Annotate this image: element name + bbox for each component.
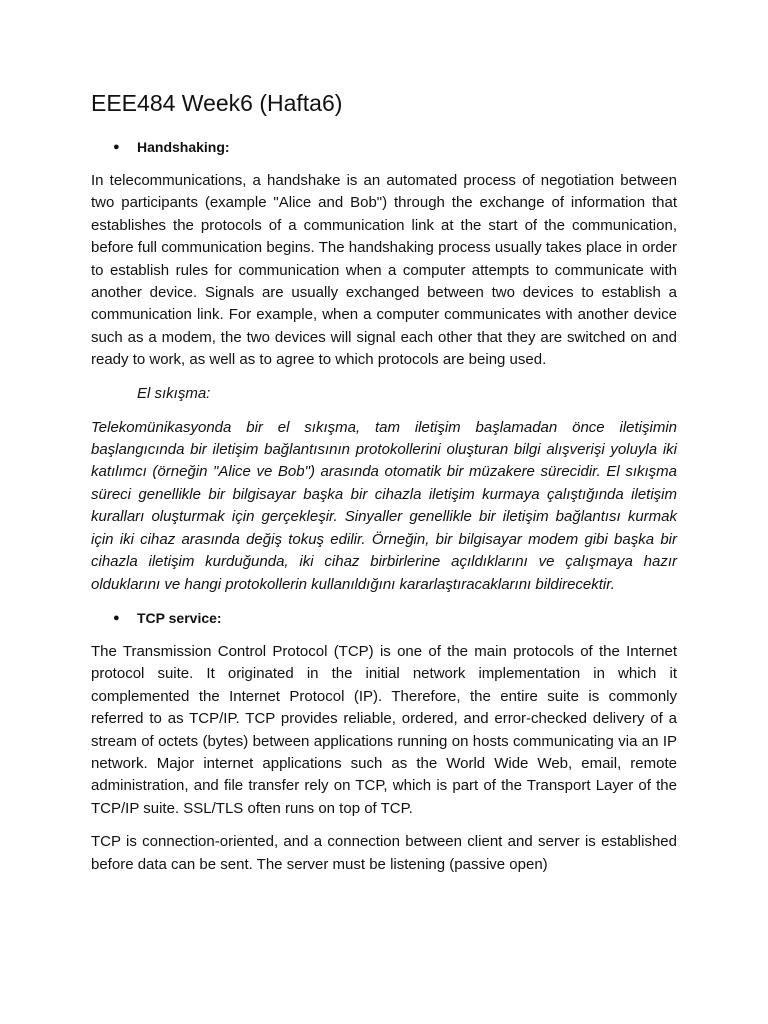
bullet-icon: ● bbox=[113, 141, 120, 153]
section-heading-tcp bbox=[91, 607, 677, 629]
section-heading-handshaking bbox=[91, 136, 677, 158]
bullet-icon: ● bbox=[113, 611, 120, 624]
document-title: EEE484 Week6 (Hafta6) bbox=[91, 90, 343, 116]
paragraph-handshake-en: In telecommunications, a handshake is an automated process of negotiation between two participants (example "Alice and Bob") through the exchange of information that establishes the protocols of a communication link at the start of the communication, before full communication begins. The handshaking process usually takes place in order to establish rules for communication when a computer attempts to communicate with another device. Signals are usually exchanged between two devices to establish a communication link. For example, when a computer communicates with another device such as a modem, the two devices will signal each other that they are switched on and ready to work, as well as to agree to which protocols are being used. bbox=[91, 172, 677, 369]
paragraph-tcp-1: The Transmission Control Protocol (TCP) is one of the main protocols of the Internet protocol suite. It originated in the initial network implementation in which it complemented the Internet Protocol (IP). Therefore, the entire suite is commonly referred to as TCP/IP. TCP provides reliable, ordered, and error-checked delivery of a stream of octets (bytes) between applications running on hosts communicating via an IP network. Major internet applications such as the World Wide Web, email, remote administration, and file transfer rely on TCP, which is part of the Transport Layer of the TCP/IP suite. SSL/TLS often runs on top of TCP. bbox=[91, 642, 677, 817]
section-heading-label: Handshaking: bbox=[137, 139, 230, 155]
document-body bbox=[91, 86, 677, 887]
section-heading-label: TCP service: bbox=[137, 609, 222, 626]
paragraph-handshake-tr: Telekomünikasyonda bir el sıkışma, tam iletişim başlamadan önce iletişimin başlangıcında bir iletişim bağlantısının protokollerini oluşturan bilgi alışverişi yoluyla iki katılımcı (örneğin "Alice ve Bob") arasında otomatik bir müzakere sürecidir. El sıkışma süreci genellikle bir bilgisayar başka bir cihazla iletişim kurmaya çalıştığında iletişim kuralları oluşturmak için gerçekleşir. Sinyaller genellikle bir iletişim bağlantısı kurmak için iki cihaz arasında değiş tokuş edilir. Örneğin, bir bilgisayar modem gibi başka bir cihazla iletişim kurduğunda, iki cihaz birbirlerine açıldıklarını ve çalışmaya hazır olduklarını ve hangi protokollerin kullanıldığını kararlaştıracaklarını bildirecektir. bbox=[91, 418, 677, 593]
subheading-el-sikisma: El sıkışma: bbox=[137, 384, 211, 402]
paragraph-tcp-2: TCP is connection-oriented, and a connection between client and server is established before data can be sent. The server must be listening (passive open) bbox=[91, 833, 677, 873]
